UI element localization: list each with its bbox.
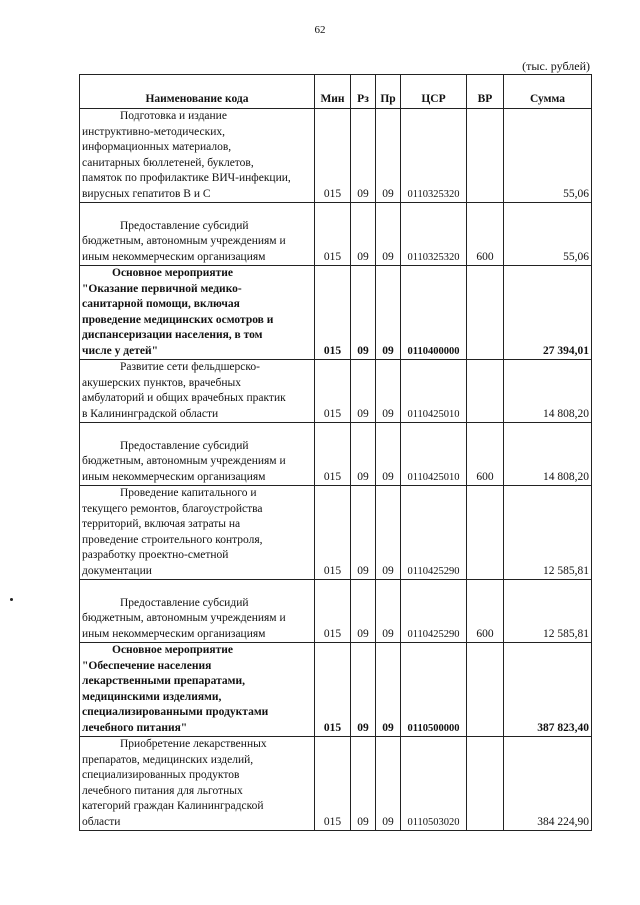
cell-pr: 09 — [376, 109, 401, 203]
cell-vr: 600 — [467, 580, 504, 643]
units-label: (тыс. рублей) — [522, 59, 590, 73]
row-name — [80, 486, 315, 580]
cell-rz: 09 — [351, 203, 376, 266]
row-name-line: "Оказание первичной медико- — [82, 282, 242, 295]
row-name-line: бюджетным, автономным учреждениям и — [82, 235, 286, 247]
row-name-line: текущего ремонтов, благоустройства — [82, 502, 263, 515]
row-name-line: разработку проектно-сметной — [82, 549, 229, 561]
header-vr: ВР — [467, 75, 504, 109]
row-name-line: специализированными продуктами — [82, 706, 269, 718]
row-name-line: вирусных гепатитов В и С — [82, 187, 211, 200]
cell-sum: 27 394,01 — [504, 266, 592, 360]
cell-sum: 387 823,40 — [504, 643, 592, 737]
row-name-line: санитарных бюллетеней, буклетов, — [82, 156, 254, 169]
row-name-line: Основное мероприятие — [112, 644, 234, 656]
cell-pr: 09 — [376, 360, 401, 423]
cell-pr: 09 — [376, 580, 401, 643]
row-name-line: бюджетным, автономным учреждениям и — [82, 612, 286, 624]
cell-rz: 09 — [351, 360, 376, 423]
cell-sum: 55,06 — [504, 203, 592, 266]
cell-csr: 0110325320 — [401, 203, 467, 266]
row-name-line: памяток по профилактике ВИЧ-инфекции, — [82, 172, 291, 184]
row-name-line: иным некоммерческим организациям — [82, 470, 266, 483]
cell-sum: 384 224,90 — [504, 737, 592, 831]
row-name-line: Предоставление субсидий — [120, 596, 249, 609]
row-name — [80, 423, 315, 486]
table-row — [80, 486, 592, 580]
row-name — [80, 360, 315, 423]
row-name-line: области — [82, 815, 121, 828]
cell-pr: 09 — [376, 203, 401, 266]
cell-rz: 09 — [351, 109, 376, 203]
cell-rz: 09 — [351, 580, 376, 643]
cell-csr: 0110425290 — [401, 486, 467, 580]
cell-csr: 0110500000 — [401, 643, 467, 737]
cell-rz: 09 — [351, 423, 376, 486]
row-name-line: бюджетным, автономным учреждениям и — [82, 455, 286, 467]
cell-vr — [467, 266, 504, 360]
cell-min: 015 — [315, 203, 351, 266]
row-name-line: диспансеризации населения, в том — [82, 329, 263, 341]
table-row — [80, 423, 592, 486]
cell-csr: 0110400000 — [401, 266, 467, 360]
header-rz: Рз — [351, 75, 376, 109]
table-row — [80, 643, 592, 737]
cell-vr — [467, 360, 504, 423]
row-name-line: информационных материалов, — [82, 141, 232, 153]
cell-pr: 09 — [376, 737, 401, 831]
row-name-line: акушерских пунктов, врачебных — [82, 376, 241, 389]
row-name-line: Проведение капитального и — [120, 487, 257, 499]
row-name-line: территорий, включая затраты на — [82, 518, 241, 530]
header-sum: Сумма — [504, 75, 592, 109]
row-name-line: амбулаторий и общих врачебных практик — [82, 392, 286, 404]
cell-min: 015 — [315, 737, 351, 831]
table-body — [80, 109, 592, 831]
cell-sum: 14 808,20 — [504, 360, 592, 423]
row-name-line: санитарной помощи, включая — [82, 298, 240, 310]
cell-csr: 0110503020 — [401, 737, 467, 831]
cell-rz: 09 — [351, 643, 376, 737]
cell-sum: 55,06 — [504, 109, 592, 203]
cell-min: 015 — [315, 580, 351, 643]
cell-rz: 09 — [351, 266, 376, 360]
row-name-line: проведение строительного контроля, — [82, 533, 263, 546]
cell-vr — [467, 737, 504, 831]
cell-sum: 12 585,81 — [504, 580, 592, 643]
row-name-line: препаратов, медицинских изделий, — [82, 753, 254, 766]
cell-min: 015 — [315, 360, 351, 423]
row-name-line — [82, 423, 312, 439]
cell-sum: 12 585,81 — [504, 486, 592, 580]
row-name-line: "Обеспечение населения — [82, 659, 212, 672]
table-row — [80, 266, 592, 360]
row-name-line: Развитие сети фельдшерско- — [120, 361, 260, 373]
cell-pr: 09 — [376, 486, 401, 580]
scan-mark — [10, 598, 13, 601]
row-name-line: Предоставление субсидий — [120, 219, 249, 232]
cell-pr: 09 — [376, 266, 401, 360]
row-name-line: Основное мероприятие — [112, 267, 234, 279]
cell-rz: 09 — [351, 486, 376, 580]
row-name-line: медицинскими изделиями, — [82, 690, 222, 703]
page-number: 62 — [314, 24, 326, 36]
row-name-line: лечебного питания для льготных — [82, 784, 243, 797]
row-name — [80, 737, 315, 831]
header-csr: ЦСР — [401, 75, 467, 109]
table-row — [80, 203, 592, 266]
row-name — [80, 266, 315, 360]
table-row — [80, 360, 592, 423]
cell-pr: 09 — [376, 643, 401, 737]
row-name-line — [82, 203, 312, 219]
cell-sum: 14 808,20 — [504, 423, 592, 486]
row-name — [80, 109, 315, 203]
cell-min: 015 — [315, 109, 351, 203]
row-name-line: инструктивно-методических, — [82, 125, 226, 138]
row-name — [80, 203, 315, 266]
header-pr: Пр — [376, 75, 401, 109]
cell-csr: 0110425010 — [401, 360, 467, 423]
cell-min: 015 — [315, 423, 351, 486]
cell-vr — [467, 643, 504, 737]
cell-csr: 0110325320 — [401, 109, 467, 203]
row-name-line: иным некоммерческим организациям — [82, 250, 266, 263]
cell-vr: 600 — [467, 203, 504, 266]
header-min: Мин — [315, 75, 351, 109]
row-name-line: Подготовка и издание — [120, 110, 227, 122]
row-name-line: иным некоммерческим организациям — [82, 627, 266, 640]
cell-vr — [467, 486, 504, 580]
row-name-line: Приобретение лекарственных — [120, 738, 267, 750]
header-name: Наименование кода — [80, 75, 315, 109]
row-name-line: Предоставление субсидий — [120, 439, 249, 452]
cell-pr: 09 — [376, 423, 401, 486]
row-name — [80, 580, 315, 643]
table-row — [80, 580, 592, 643]
cell-vr — [467, 109, 504, 203]
row-name-line: специализированных продуктов — [82, 769, 240, 781]
cell-min: 015 — [315, 266, 351, 360]
row-name-line: проведение медицинских осмотров и — [82, 313, 274, 326]
table-header-row — [80, 75, 592, 109]
row-name-line: числе у детей" — [82, 344, 158, 357]
row-name-line: в Калининградской области — [82, 407, 219, 420]
cell-csr: 0110425010 — [401, 423, 467, 486]
cell-min: 015 — [315, 643, 351, 737]
table-row — [80, 109, 592, 203]
row-name-line: лечебного питания" — [82, 721, 188, 734]
cell-rz: 09 — [351, 737, 376, 831]
cell-vr: 600 — [467, 423, 504, 486]
cell-min: 015 — [315, 486, 351, 580]
cell-csr: 0110425290 — [401, 580, 467, 643]
row-name-line — [82, 580, 312, 596]
row-name — [80, 643, 315, 737]
row-name-line: документации — [82, 564, 152, 577]
row-name-line: категорий граждан Калининградской — [82, 800, 264, 812]
table-row — [80, 737, 592, 831]
row-name-line: лекарственными препаратами, — [82, 675, 246, 687]
budget-table — [79, 74, 592, 831]
